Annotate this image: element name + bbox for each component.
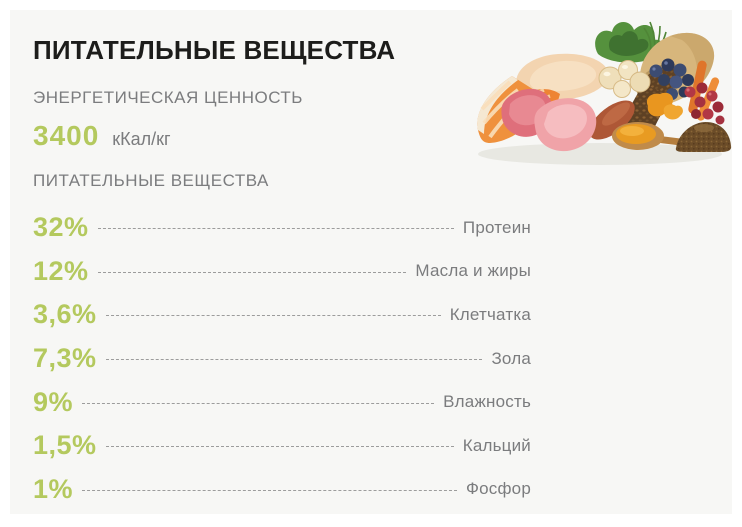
- energy-value-row: [33, 122, 171, 150]
- dotted-leader: [82, 403, 434, 404]
- nutrient-label: Протеин: [462, 217, 531, 237]
- dotted-leader: [106, 315, 441, 316]
- nutrient-value: 1%: [33, 473, 74, 504]
- nutrient-label: Кальций: [462, 435, 531, 455]
- nutrient-row: [33, 424, 531, 468]
- nutrient-row: [33, 206, 531, 250]
- ingredients-photo: [460, 10, 732, 175]
- nutrient-value: 32%: [33, 212, 89, 243]
- energy-unit: кКал/кг: [112, 129, 171, 149]
- energy-value: 3400: [33, 120, 100, 151]
- nutrient-label: Фосфор: [466, 479, 531, 499]
- energy-heading: ЭНЕРГЕТИЧЕСКАЯ ЦЕННОСТЬ: [33, 88, 303, 107]
- nutrient-row: [33, 293, 531, 337]
- dotted-leader: [98, 272, 407, 273]
- meat-chunks: [501, 89, 596, 151]
- dotted-leader: [82, 490, 457, 491]
- nutrient-label: Клетчатка: [449, 304, 531, 324]
- nutrient-row: [33, 337, 531, 381]
- nutrient-value: 1,5%: [33, 430, 97, 461]
- spice-pile: [676, 122, 731, 152]
- nutrient-value: 9%: [33, 386, 74, 417]
- nutrients-heading: ПИТАТЕЛЬНЫЕ ВЕЩЕСТВА: [33, 171, 269, 190]
- nutrient-row: [33, 380, 531, 424]
- dotted-leader: [106, 446, 454, 447]
- nutrient-value: 7,3%: [33, 343, 97, 374]
- nutrient-label: Зола: [491, 348, 531, 368]
- section-title: ПИТАТЕЛЬНЫЕ ВЕЩЕСТВА: [33, 35, 396, 65]
- nutrient-value: 3,6%: [33, 299, 97, 330]
- nutrient-row: [33, 468, 531, 512]
- nutrient-value: 12%: [33, 255, 89, 286]
- dotted-leader: [98, 228, 454, 229]
- nutrient-label: Влажность: [443, 392, 531, 412]
- nutrient-row: [33, 250, 531, 294]
- dotted-leader: [106, 359, 483, 360]
- nutrition-panel: [10, 10, 732, 514]
- nutrient-label: Масла и жиры: [415, 261, 531, 281]
- nutrients-list: [33, 206, 531, 511]
